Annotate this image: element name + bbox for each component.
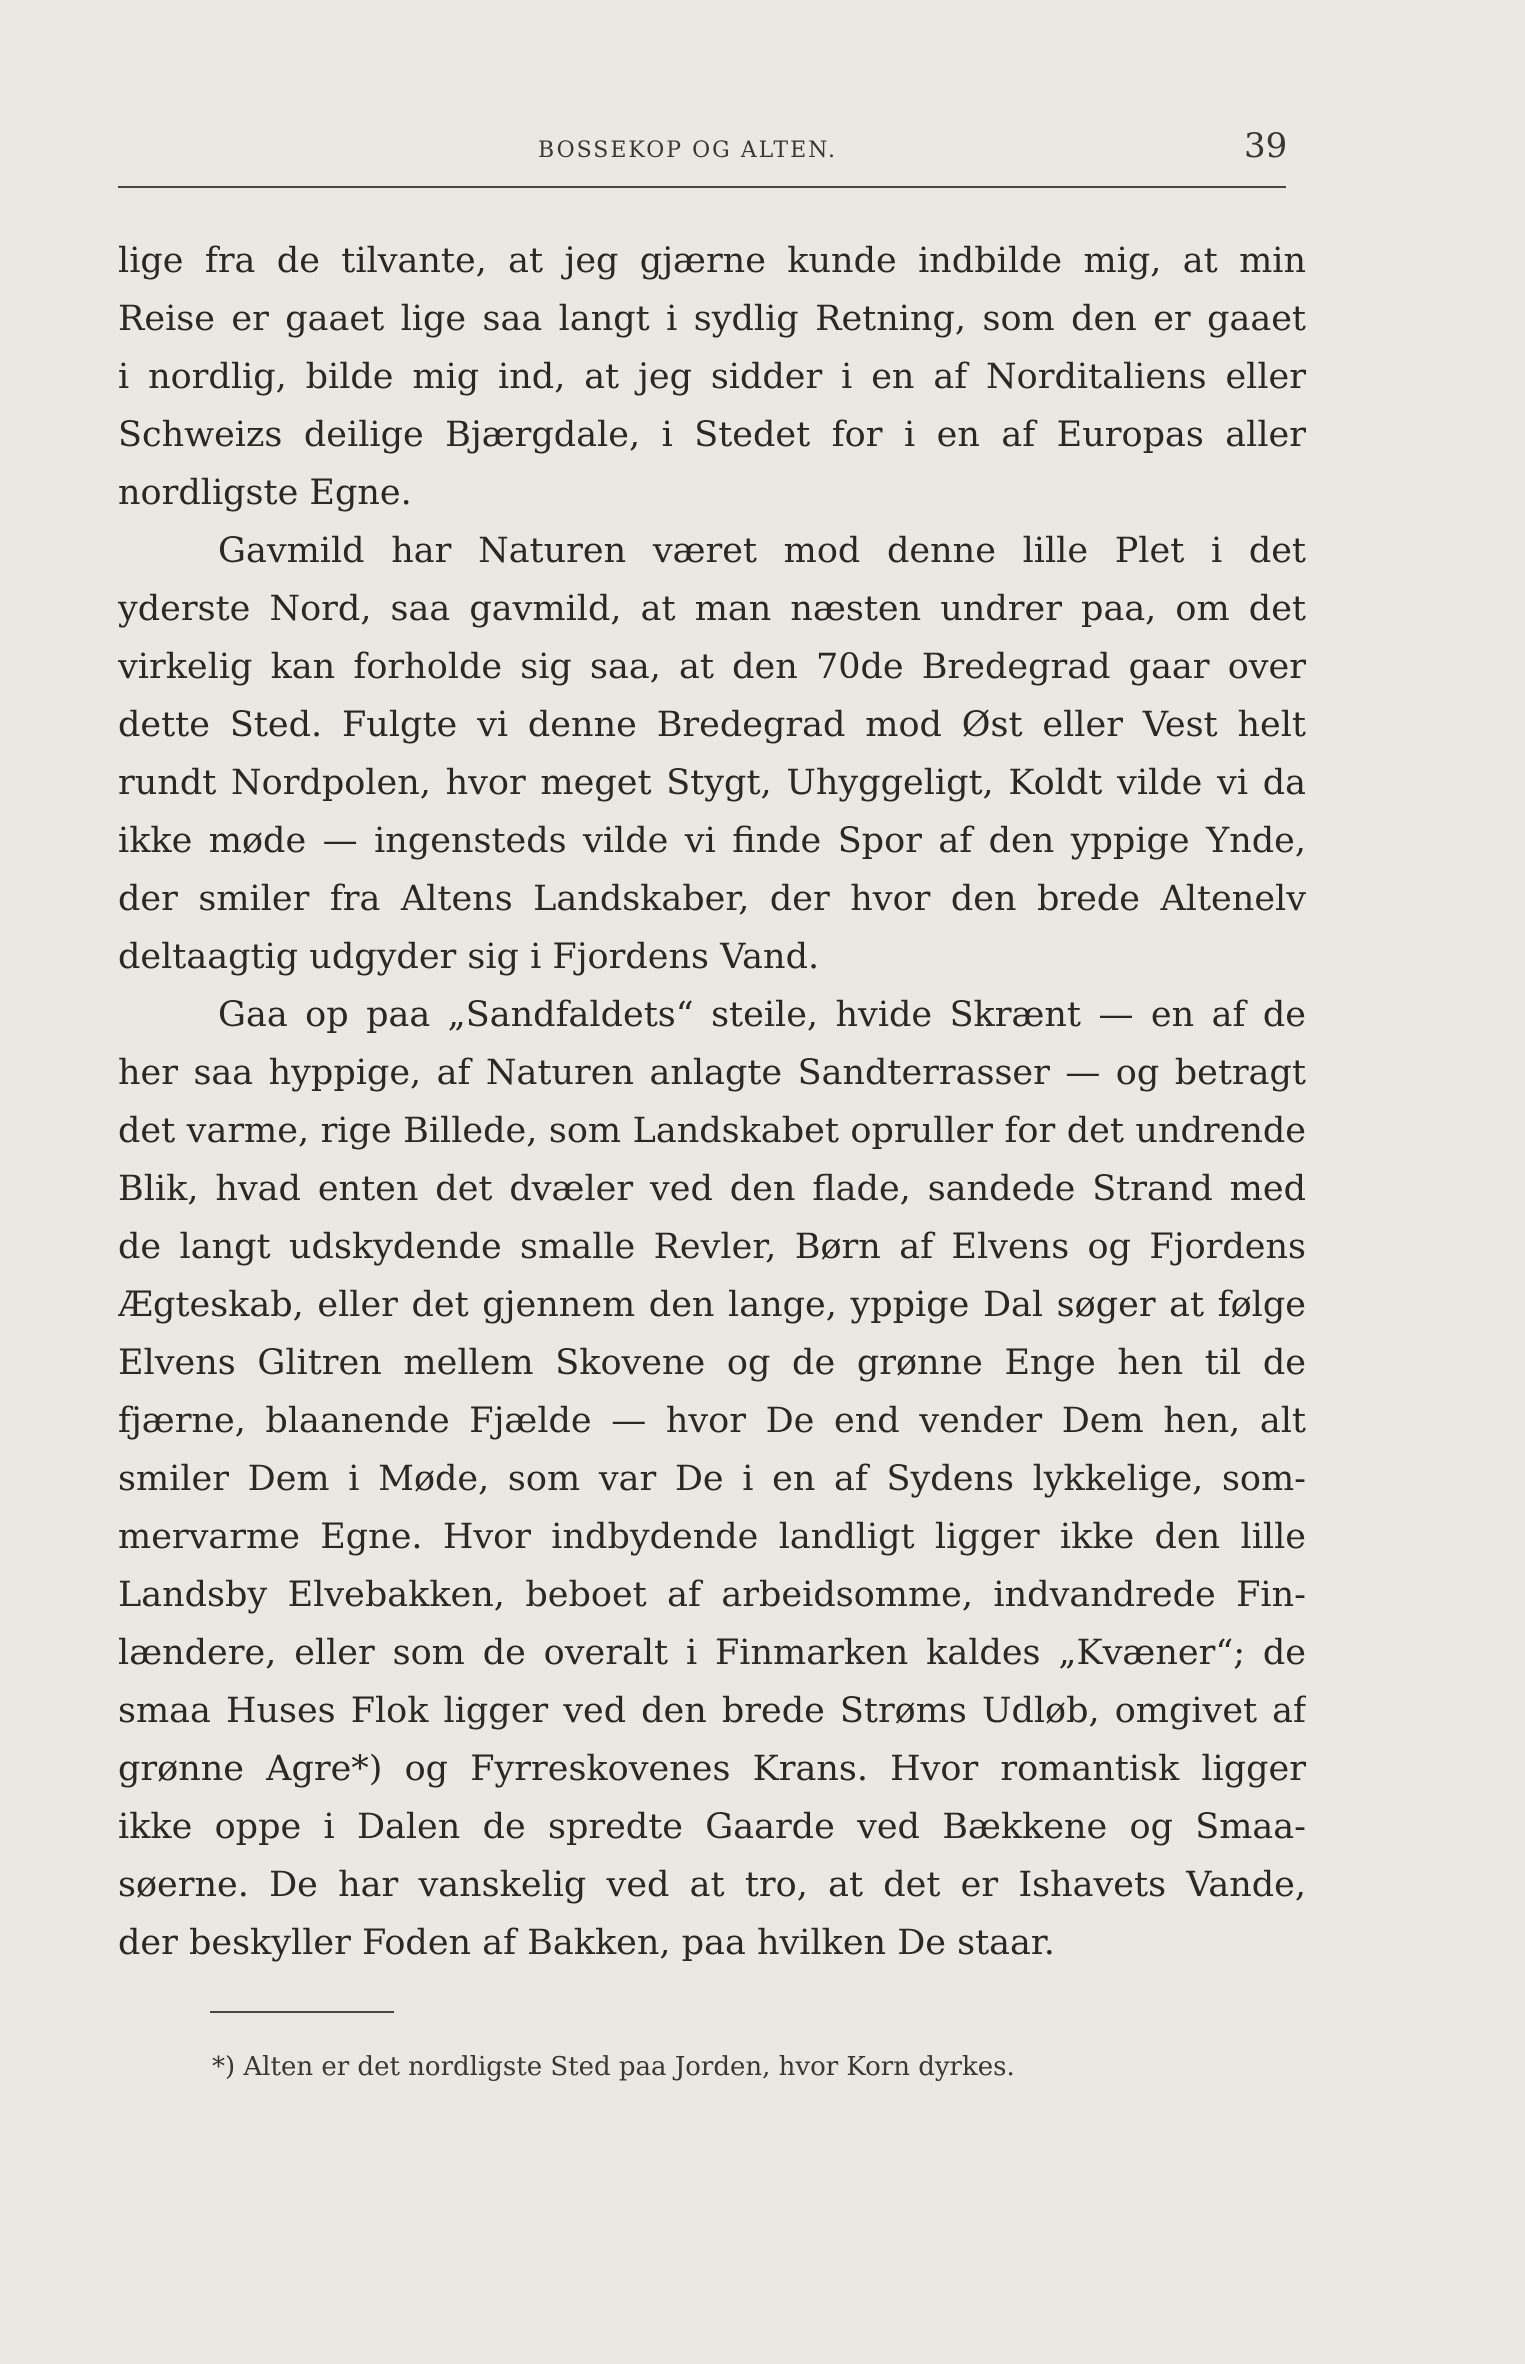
page-number: 39 [1244, 126, 1288, 166]
text-line: her saa hyppige, af Naturen anlagte Sandterrasser — og betragt [118, 1053, 1306, 1093]
text-line: ikke møde — ingensteds vilde vi finde Spor af den yppige Ynde, [118, 821, 1306, 861]
text-line: Schweizs deilige Bjærgdale, i Stedet for i en af Europas aller [118, 415, 1306, 455]
text-line: Gaa op paa „Sandfaldets“ steile, hvide Skrænt — en af de [218, 995, 1306, 1035]
text-line: rundt Nordpolen, hvor meget Stygt, Uhyggeligt, Koldt vilde vi da [118, 763, 1306, 803]
text-line: Gavmild har Naturen været mod denne lille Plet i det [218, 531, 1306, 571]
text-line: Reise er gaaet lige saa langt i sydlig Retning, som den er gaaet [118, 299, 1306, 339]
text-line: der beskyller Foden af Bakken, paa hvilken De staar. [118, 1923, 1055, 1963]
text-line: lige fra de tilvante, at jeg gjærne kunde indbilde mig, at min [118, 241, 1306, 281]
text-line: det varme, rige Billede, som Landskabet opruller for det undrende [118, 1111, 1306, 1151]
text-line: grønne Agre*) og Fyrreskovenes Krans. Hvor romantisk ligger [118, 1749, 1306, 1789]
text-line: fjærne, blaanende Fjælde — hvor De end vender Dem hen, alt [118, 1401, 1306, 1441]
text-line: søerne. De har vanskelig ved at tro, at det er Ishavets Vande, [118, 1865, 1306, 1905]
text-line: yderste Nord, saa gavmild, at man næsten undrer paa, om det [118, 589, 1306, 629]
header-rule [118, 186, 1286, 188]
text-line: deltaagtig udgyder sig i Fjordens Vand. [118, 937, 820, 977]
text-line: ikke oppe i Dalen de spredte Gaarde ved Bækkene og Smaa- [118, 1807, 1306, 1847]
footnote: *) Alten er det nordligste Sted paa Jorden, hvor Korn dyrkes. [212, 2052, 1015, 2082]
text-line: smaa Huses Flok ligger ved den brede Strøms Udløb, omgivet af [118, 1691, 1306, 1731]
text-line: Blik, hvad enten det dvæler ved den flade, sandede Strand med [118, 1169, 1306, 1209]
text-line: i nordlig, bilde mig ind, at jeg sidder i en af Norditaliens eller [118, 357, 1306, 397]
text-line: Elvens Glitren mellem Skovene og de grønne Enge hen til de [118, 1343, 1306, 1383]
text-line: Ægteskab, eller det gjennem den lange, yppige Dal søger at følge [118, 1285, 1306, 1325]
text-line: mervarme Egne. Hvor indbydende landligt ligger ikke den lille [118, 1517, 1306, 1557]
text-line: virkelig kan forholde sig saa, at den 70de Bredegrad gaar over [118, 647, 1306, 687]
text-line: smiler Dem i Møde, som var De i en af Sydens lykkelige, som- [118, 1459, 1306, 1499]
running-title: BOSSEKOP OG ALTEN. [538, 138, 837, 163]
footnote-rule [210, 2011, 394, 2013]
text-line: der smiler fra Altens Landskaber, der hvor den brede Altenelv [118, 879, 1306, 919]
body-text [118, 232, 1306, 1972]
text-line: nordligste Egne. [118, 473, 412, 513]
text-line: de langt udskydende smalle Revler, Børn af Elvens og Fjordens [118, 1227, 1306, 1267]
text-line: dette Sted. Fulgte vi denne Bredegrad mod Øst eller Vest helt [118, 705, 1306, 745]
text-line: Landsby Elvebakken, beboet af arbeidsomme, indvandrede Fin- [118, 1575, 1306, 1615]
text-line: lændere, eller som de overalt i Finmarken kaldes „Kvæner“; de [118, 1633, 1306, 1673]
